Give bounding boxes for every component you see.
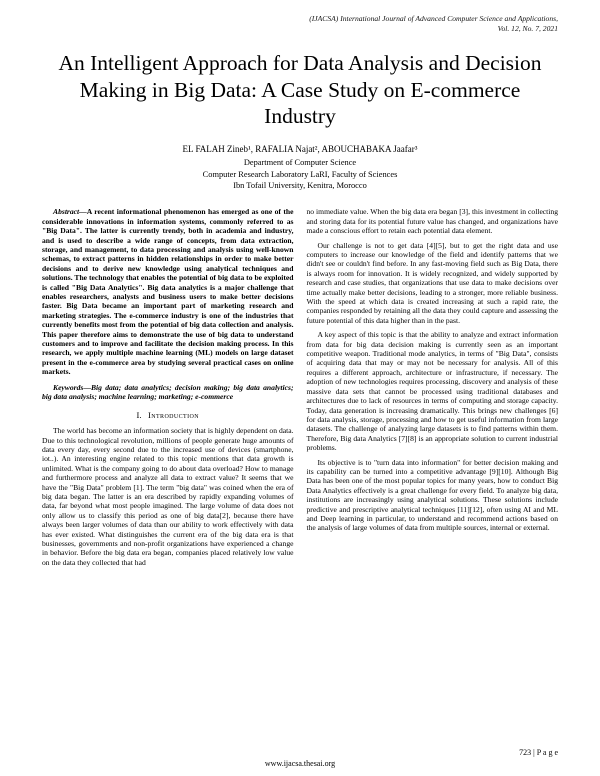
journal-name-line: (IJACSA) International Journal of Advanced Computer Science and Applications, xyxy=(309,14,558,23)
affiliation-block xyxy=(42,157,558,191)
left-column xyxy=(42,207,294,572)
right-column xyxy=(307,207,559,572)
affiliation-laboratory: Computer Research Laboratory LaRI, Faculty of Sciences xyxy=(202,169,398,179)
footer-url: www.ijacsa.thesai.org xyxy=(264,759,336,768)
abstract-paragraph xyxy=(42,207,294,376)
body-paragraph: A key aspect of this topic is that the ability to analyze and extract information from data for big data decision making is currently seen as an important competitive weapon. Traditional mode analytics, in terms of "Big Data", consists of acquiring data that may or may not be necessary for analysis. All of this requires a different approach, architecture or infrastructure, if necessary. The adoption of new technologies requires processing, discovery and analysis of these massive data sets that cannot be processed using traditional databases and architectures due to lack of resources in terms of computing and storage capacity. Today, data generation is increasing dramatically. This brings new challenges [6] for data analysis, storage, processing and how to get useful information from large datasets. The challenge of analyzing large datasets is to find patterns within them. Therefore, Big data Analytics [7][8] is an appropriate solution to current industrial problems. xyxy=(306,330,558,453)
body-paragraph: Our challenge is not to get data [4][5], but to get the right data and use computers to increase our knowledge of the field and identify patterns that we didn't see or couldn't find before. In any fast-moving field such as Big Data, there is always room for innovation. It is widely recognized, and widely supported by research and case studies, that organizations that use data to make decisions over time actually make better decisions, leading to a stronger, more reliable business. With the speed at which data is created increasing at such a rapid rate, the companies responded by retaining all the data they could capture and assessing the future potential of this data higher than in the past. xyxy=(306,240,558,325)
page-number: 723 | P a g e xyxy=(519,748,558,757)
paper-title: An Intelligent Approach for Data Analysis and Decision Making in Big Data: A Case Study on E-commerce Industry xyxy=(58,50,542,129)
section-heading-introduction xyxy=(42,410,294,421)
two-column-body xyxy=(42,207,558,572)
affiliation-university: Ibn Tofail University, Kenitra, Morocco xyxy=(233,181,367,191)
section-title: Introduction xyxy=(147,409,199,420)
affiliation-department: Department of Computer Science xyxy=(243,158,357,168)
keywords-paragraph xyxy=(42,383,294,402)
section-number: I. xyxy=(136,409,142,420)
body-paragraph: no immediate value. When the big data era began [3], this investment in collecting and storing data for its potential future value has changed, and organizations have made a conscious effort to retain each potential data element. xyxy=(306,207,558,236)
page-footer xyxy=(42,748,558,768)
journal-header xyxy=(42,14,558,34)
body-paragraph: The world has become an information society that is highly dependent on data. Due to this technological revolution, millions of people generate huge amounts of data every day, every second due to the increased use of devices (smartphone, iot..). An interesting engine related to this topic mentions that data growth is unlimited. What is the company going to do about data overload? How to manage and furthermore process and analyze all data to extract value? It seems that we have the "Big Data" problem [1]. The term "big data" was coined when the era of big data began. The latter is an era described by rapidly expanding volumes of data, far beyond what most people imagined. The large volume of data does not only allow us to classify this period as one of big data[2], because there have always been larger volumes of data than our ability to work effectively with data has ever existed. What distinguishes the current era of the big data era is that businesses, governments and non-profit organizations have experienced a change in behavior. Before the big data era began, companies placed relatively low value on the data they collected that had xyxy=(42,426,294,567)
authors-line: EL FALAH Zineb¹, RAFALIA Najat², ABOUCHABAKA Jaafar³ xyxy=(182,144,418,155)
body-paragraph: Its objective is to "turn data into information" for better decision making and its capability can be turned into a competitive advantage [9][10]. Although Big Data has been one of the most popular topics for many years, how to conduct Big Data Analytics effectively is a great challenge for every field. To analyze big data, institutions are increasingly using analytical solutions. These solutions include predictive and prescriptive analytical techniques [11][12], often using AI and ML and Deep learning in particular, to understand and recommend actions based on the analysis of large volumes of data from multiple sources, internal or external. xyxy=(306,457,558,533)
abstract-text: A recent informational phenomenon has emerged as one of the considerable innovations in information systems, commonly referred to as "Big Data". The latter is currently trendy, both in academia and industry, and is used to describe a wide range of concepts, from data extraction, storage, and management, to data processing and analysis using well-known schemas, to extract patterns in hidden relationships in order to make better decisions and to derive new knowledge using analytical techniques and solutions. The technology that enables the potential of big data to be exploited is called "Big Data Analytics". Big data analytics is a major challenge that enables researchers, analysts and business users to make better decisions faster. Big Data became an important part of marketing research and marketing strategies. The e-commerce industry is one of the industries that currently benefits most from the potential of big data collection and analysis. This paper therefore aims to demonstrate the use of big data to understand customers and to improve and facilitate the decision making process. In this research, we apply multiple machine learning (ML) models on large dataset present in the e-commerce area by studying several practical cases on online markets. xyxy=(42,207,294,377)
keywords-text: Big data; data analytics; decision making; big data analytics; big data analysis; machine learning; marketing; e-commerce xyxy=(42,382,294,402)
keywords-label: Keywords— xyxy=(53,382,91,392)
journal-volume-line: Vol. 12, No. 7, 2021 xyxy=(497,23,558,33)
abstract-label: Abstract— xyxy=(53,207,87,217)
